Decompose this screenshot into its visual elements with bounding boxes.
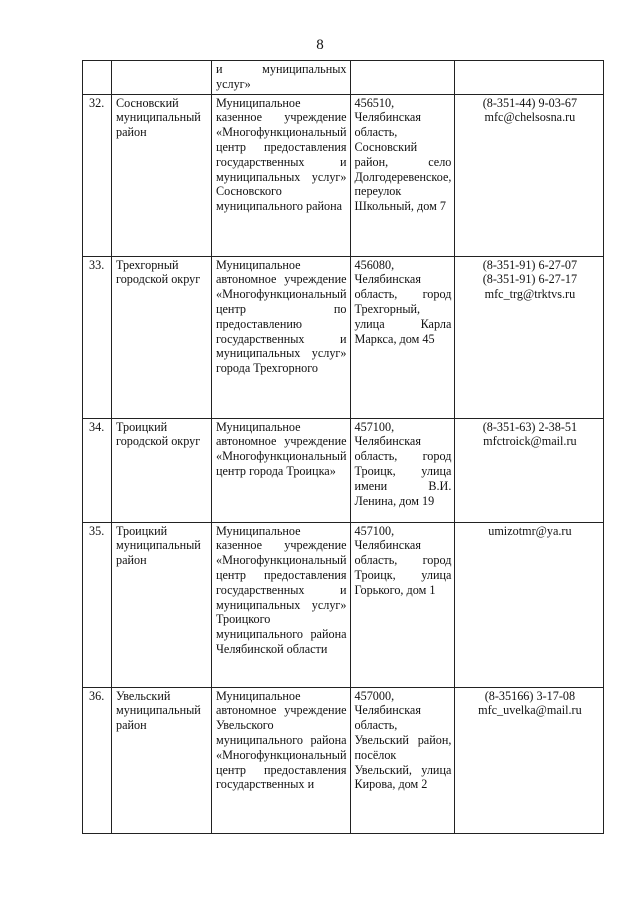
- address: 456510, Челябинская область, Сосновский район, село Долгодеревенское, переулок Школьный, дом 7: [350, 94, 455, 256]
- email: mfctroick@mail.ru: [483, 434, 577, 449]
- address-cell: [350, 61, 455, 95]
- institution-cell: и муниципальных услуг»: [212, 61, 351, 95]
- phone: (8-351-44) 9-03-67: [482, 95, 578, 110]
- email: mfc@chelsosna.ru: [484, 110, 576, 125]
- row-number: 34.: [83, 418, 112, 522]
- address: 457100, Челябинская область, город Троицк, улица имени В.И. Ленина, дом 19: [350, 418, 455, 522]
- contact-cell: [455, 418, 604, 522]
- address: 457100, Челябинская область, город Троицк, улица Горького, дом 1: [350, 522, 455, 687]
- row-number: 35.: [83, 522, 112, 687]
- row-number: 32.: [83, 94, 112, 256]
- district-name: Троицкий городской округ: [112, 418, 212, 522]
- contact-cell: [455, 256, 604, 418]
- institution-name: Муниципальное автономное учреждение «Многофункциональный центр по предоставлению государственных и муниципальных услуг» города Трехгорного: [212, 256, 351, 418]
- district-name: Увельский муниципальный район: [112, 687, 212, 833]
- institution-name: Муниципальное автономное учреждение Увельского муниципального района «Многофункциональный центр предоставления государственных и: [212, 687, 351, 833]
- table-row: [83, 418, 604, 522]
- table-row: [83, 94, 604, 256]
- email: umizotmr@ya.ru: [488, 523, 572, 538]
- phone: (8-35166) 3-17-08: [484, 688, 576, 703]
- phone: (8-351-63) 2-38-51: [482, 419, 578, 434]
- phone: (8-351-91) 6-27-17: [482, 272, 578, 287]
- row-number-cell: [83, 61, 112, 95]
- table-row-continuation: [83, 61, 604, 95]
- address: 456080, Челябинская область, город Трехгорный, улица Карла Маркса, дом 45: [350, 256, 455, 418]
- district-name: Сосновский муниципальный район: [112, 94, 212, 256]
- district-name: Троицкий муниципальный район: [112, 522, 212, 687]
- district-name: Трехгорный городской округ: [112, 256, 212, 418]
- phone: (8-351-91) 6-27-07: [482, 257, 578, 272]
- district-cell: [112, 61, 212, 95]
- row-number: 33.: [83, 256, 112, 418]
- contact-cell: [455, 687, 604, 833]
- email: mfc_uvelka@mail.ru: [478, 703, 582, 718]
- contact-cell: [455, 522, 604, 687]
- contact-cell: [455, 61, 604, 95]
- mfc-table: [82, 60, 604, 834]
- table-row: [83, 522, 604, 687]
- institution-name: Муниципальное автономное учреждение «Многофункциональный центр города Троицка»: [212, 418, 351, 522]
- table-row: [83, 687, 604, 833]
- page-number: 8: [316, 37, 324, 53]
- institution-name: Муниципальное казенное учреждение «Многофункциональный центр предоставления государственных и муниципальных услуг» Сосновского муниципального района: [212, 94, 351, 256]
- institution-name: Муниципальное казенное учреждение «Многофункциональный центр предоставления государственных и муниципальных услуг» Троицкого муниципального района Челябинской области: [212, 522, 351, 687]
- table-row: [83, 256, 604, 418]
- contact-cell: [455, 94, 604, 256]
- address: 457000, Челябинская область, Увельский район, посёлок Увельский, улица Кирова, дом 2: [350, 687, 455, 833]
- email: mfc_trg@trktvs.ru: [484, 287, 576, 302]
- row-number: 36.: [83, 687, 112, 833]
